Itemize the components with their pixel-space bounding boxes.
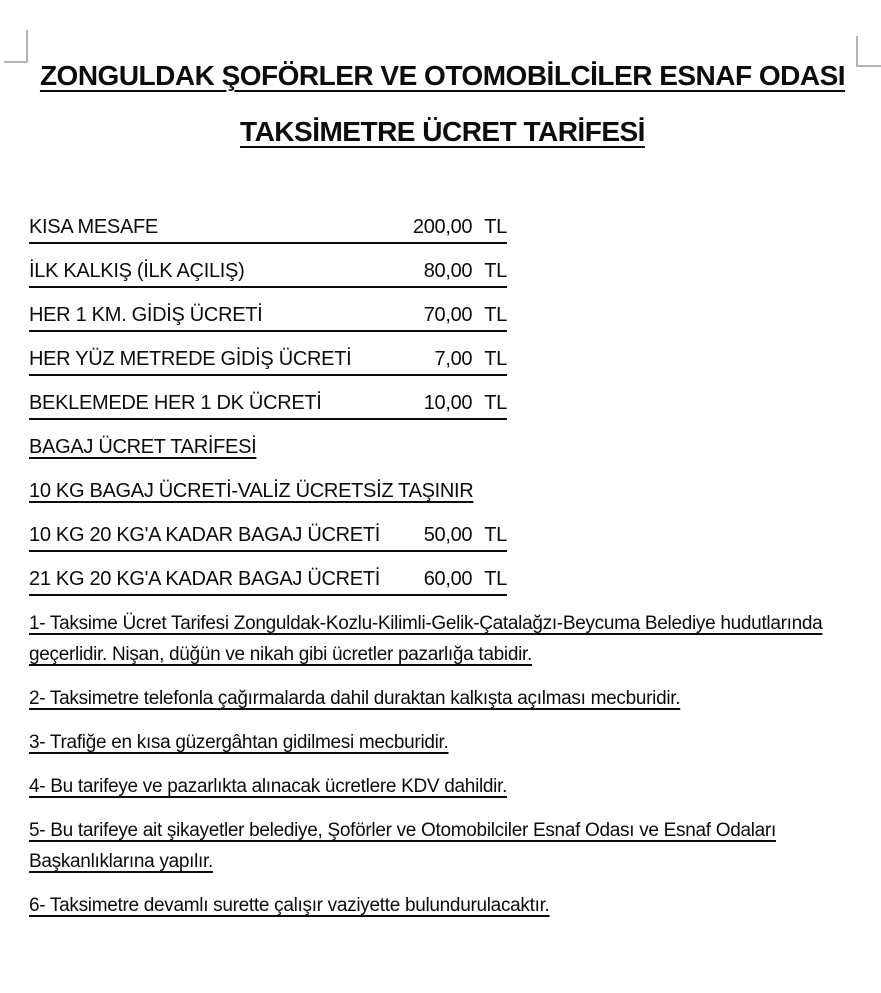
fare-row-bekleme (29, 376, 507, 420)
fare-row-kisa-mesafe (29, 200, 507, 244)
page-margin-mark-top-right (856, 36, 881, 67)
fare-value (424, 260, 507, 283)
note-paragraph-6: 6- Taksimetre devamlı surette çalışır vaziyette bulundurulacaktır. (29, 895, 550, 916)
fare-value (413, 216, 507, 239)
fare-section-heading-bagaj (29, 420, 856, 464)
fare-row-bagaj-21-20 (29, 552, 507, 596)
fare-label: 10 KG BAGAJ ÜCRETİ-VALİZ ÜCRETSİZ TAŞINIR (29, 480, 474, 502)
fare-label: KISA MESAFE (29, 216, 158, 238)
fare-row-ilk-kalkis (29, 244, 507, 288)
fare-row-valiz-ucretsiz (29, 464, 856, 508)
fare-label: 21 KG 20 KG'A KADAR BAGAJ ÜCRETİ (29, 568, 381, 590)
fare-row-bagaj-10-20 (29, 508, 507, 552)
fare-label: HER 1 KM. GİDİŞ ÜCRETİ (29, 304, 263, 326)
fare-value (424, 392, 507, 415)
fare-amount: 60,00 (423, 568, 473, 590)
note-paragraph-5: 5- Bu tarifeye ait şikayetler belediye, Şoförler ve Otomobilciler Esnaf Odası ve Esnaf Odaları Başkanlıklarına yapılır. (29, 820, 776, 872)
fare-table (29, 200, 856, 596)
fare-currency: TL (484, 260, 507, 282)
notes-section (29, 608, 856, 921)
fare-amount: 80,00 (423, 260, 473, 282)
fare-amount: 50,00 (423, 524, 473, 546)
fare-value (435, 348, 507, 371)
fare-label: BEKLEMEDE HER 1 DK ÜCRETİ (29, 392, 322, 414)
fare-label: 10 KG 20 KG'A KADAR BAGAJ ÜCRETİ (29, 524, 381, 546)
fare-currency: TL (484, 304, 507, 326)
fare-amount: 10,00 (423, 392, 473, 414)
fare-currency: TL (484, 392, 507, 414)
note-paragraph-1: 1- Taksime Ücret Tarifesi Zonguldak-Kozlu-Kilimli-Gelik-Çatalağzı-Beycuma Belediye hudutlarında geçerlidir. Nişan, düğün ve nikah gibi ücretler pazarlığa tabidir. (29, 613, 823, 665)
title-line-2: TAKSİMETRE ÜCRET TARİFESİ (240, 116, 645, 147)
fare-value (424, 568, 507, 591)
fare-currency: TL (484, 568, 507, 590)
fare-currency: TL (484, 524, 507, 546)
fare-currency: TL (484, 348, 507, 370)
fare-row-her-km (29, 288, 507, 332)
fare-amount: 200,00 (412, 216, 473, 238)
fare-row-her-yuz-metre (29, 332, 507, 376)
fare-value (424, 524, 507, 547)
fare-label: HER YÜZ METREDE GİDİŞ ÜCRETİ (29, 348, 352, 370)
note-paragraph-2: 2- Taksimetre telefonla çağırmalarda dahil duraktan kalkışta açılması mecburidir. (29, 688, 681, 709)
note-paragraph-3: 3- Trafiğe en kısa güzergâhtan gidilmesi mecburidir. (29, 732, 449, 753)
document-content (29, 0, 856, 934)
page-margin-mark-top-left (4, 30, 28, 63)
fare-amount: 7,00 (434, 348, 473, 370)
note-paragraph-4: 4- Bu tarifeye ve pazarlıkta alınacak ücretlere KDV dahildir. (29, 776, 508, 797)
title-line-1: ZONGULDAK ŞOFÖRLER VE OTOMOBİLCİLER ESNAF ODASI (39, 60, 846, 91)
fare-amount: 70,00 (423, 304, 473, 326)
fare-value (424, 304, 507, 327)
fare-currency: TL (484, 216, 507, 238)
fare-label: BAGAJ ÜCRET TARİFESİ (29, 436, 257, 458)
document-title (29, 58, 856, 150)
fare-label: İLK KALKIŞ (İLK AÇILIŞ) (29, 260, 245, 282)
